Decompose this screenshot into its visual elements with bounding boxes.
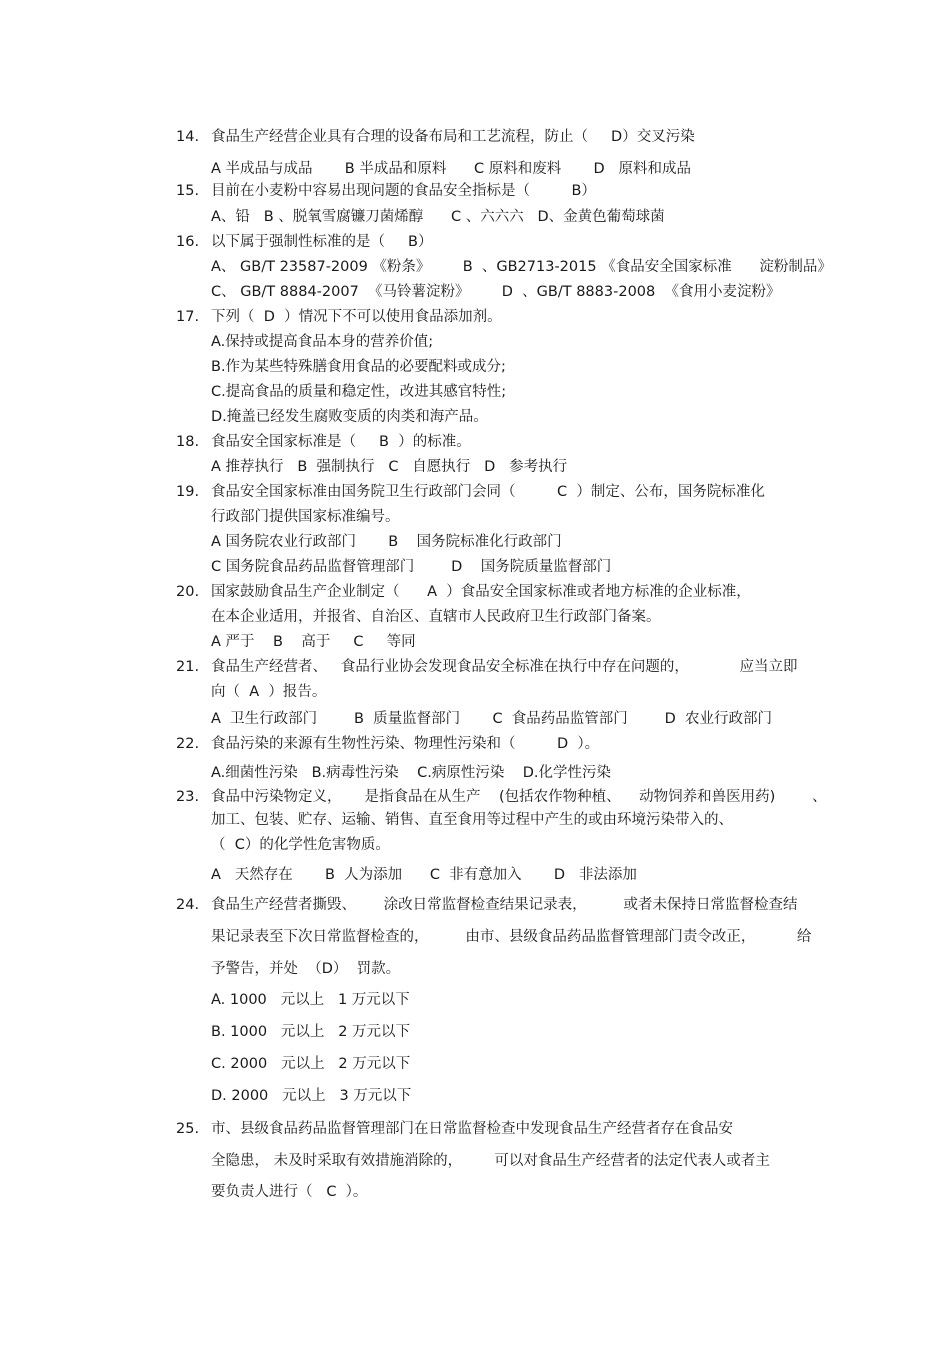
question-text: 食品安全国家标准由国务院卫生行政部门会同（ C ）制定、公布，国务院标准化	[211, 484, 765, 500]
question-options: A.细菌性污染 B.病毒性污染 C.病原性污染 D.化学性污染	[211, 765, 612, 781]
question-text: 要负责人进行（ C ）。	[211, 1184, 368, 1200]
question-options: A、铅 B 、脱氧雪腐镰刀菌烯醇 C 、六六六 D、金黄色葡萄球菌	[211, 209, 665, 225]
question-option: C.提高食品的质量和稳定性，改进其感官特性;	[211, 384, 507, 400]
question-number: 20.	[176, 584, 200, 600]
question-text: 国家鼓励食品生产企业制定（ A ）食品安全国家标准或者地方标准的企业标准，	[211, 584, 751, 600]
question-options: A 天然存在 B 人为添加 C 非有意加入 D 非法添加	[211, 867, 637, 883]
question-text: 向（ A ）报告。	[211, 684, 327, 700]
question-number: 25.	[176, 1121, 200, 1137]
question-number: 18.	[176, 434, 200, 450]
question-option: A.保持或提高食品本身的营养价值;	[211, 334, 434, 350]
question-number: 22.	[176, 736, 200, 752]
question-options: A 严于 B 高于 C 等同	[211, 634, 416, 650]
question-text: 予警告，并处 （D） 罚款。	[211, 961, 401, 977]
question-number: 16.	[176, 234, 200, 250]
question-option: C. 2000 元以上 2 万元以下	[211, 1056, 411, 1072]
question-text: 下列（ D ）情况下不可以使用食品添加剂。	[211, 309, 502, 325]
question-text: 果记录表至下次日常监督检查的， 由市、县级食品药品监督管理部门责令改正， 给	[211, 929, 812, 945]
question-number: 17.	[176, 309, 200, 325]
question-option: B. 1000 元以上 2 万元以下	[211, 1024, 411, 1040]
question-text: 目前在小麦粉中容易出现问题的食品安全指标是（ B）	[211, 183, 596, 199]
question-text: 行政部门提供国家标准编号。	[211, 509, 400, 525]
question-text: 在本企业适用，并报省、自治区、直辖市人民政府卫生行政部门备案。	[211, 609, 661, 625]
question-options: A 国务院农业行政部门 B 国务院标准化行政部门	[211, 534, 562, 550]
question-text: 食品生产经营企业具有合理的设备布局和工艺流程，防止（ D）交叉污染	[211, 129, 695, 145]
question-number: 21.	[176, 659, 200, 675]
question-text: 食品安全国家标准是（ B ）的标准。	[211, 434, 471, 450]
question-text: 加工、包装、贮存、运输、销售、直至食用等过程中产生的或由环境污染带入的、	[211, 812, 733, 828]
question-option: D.掩盖已经发生腐败变质的肉类和海产品。	[211, 409, 488, 425]
question-option: D. 2000 元以上 3 万元以下	[211, 1088, 412, 1104]
question-number: 14.	[176, 129, 200, 145]
question-text: 以下属于强制性标准的是（ B）	[211, 234, 433, 250]
question-options: A 推荐执行 B 强制执行 C 自愿执行 D 参考执行	[211, 459, 568, 475]
question-option: A. 1000 元以上 1 万元以下	[211, 992, 410, 1008]
question-option: B.作为某些特殊膳食用食品的必要配料或成分;	[211, 359, 506, 375]
question-options: A、 GB/T 23587-2009 《粉条》 B 、GB2713-2015 《食品安全国家标准 淀粉制品》	[211, 259, 832, 275]
question-text: 市、县级食品药品监督管理部门在日常监督检查中发现食品生产经营者存在食品安	[211, 1121, 733, 1137]
question-options: A 半成品与成品 B 半成品和原料 C 原料和废料 D 原料和成品	[211, 161, 691, 177]
question-options: A 卫生行政部门 B 质量监督部门 C 食品药品监管部门 D 农业行政部门	[211, 711, 773, 727]
question-text: （ C）的化学性危害物质。	[211, 837, 390, 853]
question-text: 食品中污染物定义， 是指食品在从生产 (包括农作物种植、 动物饲养和兽医用药) 、	[211, 789, 827, 805]
question-options: C 国务院食品药品监督管理部门 D 国务院质量监督部门	[211, 559, 612, 575]
question-number: 23.	[176, 789, 200, 805]
question-number: 24.	[176, 897, 200, 913]
question-options: C、 GB/T 8884-2007 《马铃薯淀粉》 D 、GB/T 8883-2008 《食用小麦淀粉》	[211, 284, 781, 300]
question-number: 19.	[176, 484, 200, 500]
question-text: 食品生产经营者撕毁、 涂改日常监督检查结果记录表， 或者未保持日常监督检查结	[211, 897, 798, 913]
question-text: 食品污染的来源有生物性污染、物理性污染和（ D ）。	[211, 736, 600, 752]
question-number: 15.	[176, 183, 200, 199]
question-text: 食品生产经营者、 食品行业协会发现食品安全标准在执行中存在问题的， 应当立即	[211, 659, 798, 675]
question-text: 全隐患， 未及时采取有效措施消除的， 可以对食品生产经营者的法定代表人或者主	[211, 1153, 770, 1169]
